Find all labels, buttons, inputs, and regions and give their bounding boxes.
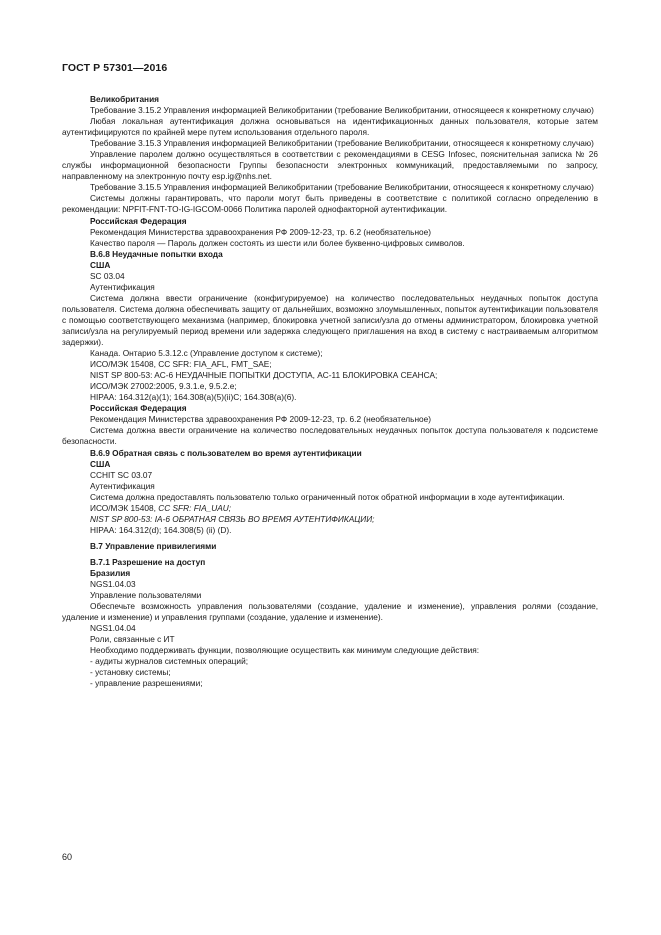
reference-line: NIST SP 800-53: AC-6 НЕУДАЧНЫЕ ПОПЫТКИ ДОСТУПА, AC-11 БЛОКИРОВКА СЕАНСА; xyxy=(90,370,438,381)
paragraph: Любая локальная аутентификация должна основываться на идентификационных данных пользователя, которые затем аутентифицируются по крайней мере путем использования отдельного пароля. xyxy=(62,116,598,138)
subtitle: Роли, связанные с ИТ xyxy=(90,634,175,645)
paragraph: Система должна предоставлять пользователю только ограниченный поток обратной информации в ходе аутентификации. xyxy=(90,491,565,502)
requirement: Требование 3.15.2 Управления информацией Великобритании (требование Великобритании, относящееся к конкретному случаю) xyxy=(90,105,594,116)
code-line: SC 03.04 xyxy=(90,270,125,281)
reference-prefix: ИСО/МЭК 15408, xyxy=(90,502,159,513)
reference-line: Канада. Онтарио 5.3.12.с (Управление доступом к системе); xyxy=(90,348,323,359)
list-item: - установку системы; xyxy=(90,667,171,678)
recommendation: Рекомендация Министерства здравоохранения РФ 2009-12-23, тр. 6.2 (необязательное) xyxy=(90,226,432,237)
reference-line: HIPAA: 164.312(a)(1); 164.308(a)(5)(ii)C; 164.308(a)(6). xyxy=(90,392,297,403)
requirement: Требование 3.15.5 Управления информацией Великобритании (требование Великобритании, относящееся к конкретному случаю) xyxy=(90,182,594,193)
reference-line: NIST SP 800-53: IA-6 ОБРАТНАЯ СВЯЗЬ ВО ВРЕМЯ АУТЕНТИФИКАЦИИ; xyxy=(90,513,375,524)
section-heading-russia: Российская Федерация xyxy=(90,403,187,414)
paragraph: Обеспечьте возможность управления пользователями (создание, удаление и изменение), управления ролями (создание, удаление и изменение) и управления группами (создание, удаление и изменение). xyxy=(62,601,598,623)
section-heading-uk: Великобритания xyxy=(90,94,160,104)
paragraph: Управление паролем должно осуществляться в соответствии с рекомендациями в CESG Infosec, пояснительная записка № 26 службы информационной безопасности Группы безопасности электронных коммуникаций, предоставляемыми по запросу, направленному на электронную почту esp.ig@nhs.net. xyxy=(62,149,598,182)
section-heading-brazil: Бразилия xyxy=(90,567,131,578)
paragraph: Качество пароля — Пароль должен состоять из шести или более буквенно-цифровых символов. xyxy=(90,237,465,248)
paragraph: Система должна ввести ограничение на количество последовательных неудачных попыток доступа пользователя к подсистеме безопасности. xyxy=(62,425,598,447)
document-header: ГОСТ Р 57301—2016 xyxy=(62,62,168,74)
reference-line: HIPAA: 164.312(d); 164.308(5) (ii) (D). xyxy=(90,524,232,535)
section-heading-b71: В.7.1 Разрешение на доступ xyxy=(90,556,206,567)
paragraph: Системы должны гарантировать, что пароли могут быть приведены в соответствие с политикой согласно определению в рекомендации: NPFIT-FNT-TO-IG-IGCOM-0066 Политика паролей однофакторной аутентификации. xyxy=(62,193,598,215)
subtitle: Аутентификация xyxy=(90,281,155,292)
reference-italic: CC SFR: FIA_UAU; xyxy=(158,502,232,513)
paragraph: Необходимо поддерживать функции, позволяющие осуществить как минимум следующие действия: xyxy=(90,645,480,656)
section-heading-russia: Российская Федерация xyxy=(90,215,187,226)
list-item: - аудиты журналов системных операций; xyxy=(90,656,249,667)
paragraph: Система должна ввести ограничение (конфигурируемое) на количество последовательных неудачных попыток доступа пользователя. Система должна обеспечивать защиту от дальнейших, возможно злоумышленных, попыток аутентификации пользователя с помощью соответствующего механизма (например, блокировка учетной записи/узла до отмены администратором, блокировка учетной записи/узла на регулируемый период времени или задержка следующего приглашения на вход в систему с настраиваемым алгоритмом задержки). xyxy=(62,292,598,348)
reference-line: ИСО/МЭК 15408, CC SFR: FIA_AFL, FMT_SAE; xyxy=(90,359,272,370)
code-line: NGS1.04.04 xyxy=(90,623,136,634)
page-number: 60 xyxy=(62,852,73,862)
section-heading-b68: В.6.8 Неудачные попытки входа xyxy=(90,248,223,259)
list-item: - управление разрешениями; xyxy=(90,678,203,689)
subtitle: Аутентификация xyxy=(90,480,155,491)
section-heading-b7: В.7 Управление привилегиями xyxy=(90,540,217,551)
reference-line: ИСО/МЭК 27002:2005, 9.3.1.е, 9.5.2.е; xyxy=(90,381,237,392)
subtitle: Управление пользователями xyxy=(90,590,202,601)
page-content xyxy=(62,94,598,689)
requirement: Требование 3.15.3 Управления информацией Великобритании (требование Великобритании, относящееся к конкретному случаю) xyxy=(90,138,594,149)
reference-line xyxy=(62,503,598,514)
code-line: CCHIT SC 03.07 xyxy=(90,469,153,480)
section-heading-usa: США xyxy=(90,458,111,469)
section-heading-usa: США xyxy=(90,259,111,270)
recommendation: Рекомендация Министерства здравоохранения РФ 2009-12-23, тр. 6.2 (необязательное) xyxy=(90,414,432,425)
section-heading-b69: В.6.9 Обратная связь с пользователем во время аутентификации xyxy=(90,447,362,458)
code-line: NGS1.04.03 xyxy=(90,579,136,590)
